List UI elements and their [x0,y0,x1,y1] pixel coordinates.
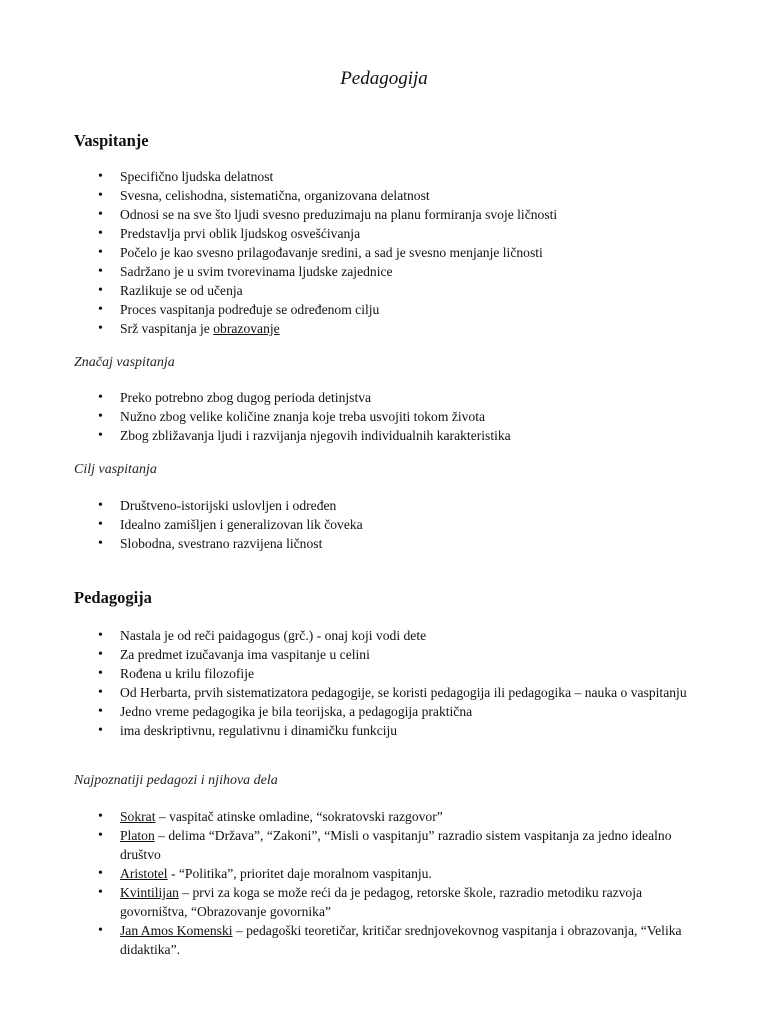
list-item: • Od Herbarta, prvih sistematizatora pedagogije, se koristi pedagogija ili pedagogika – nauka o vaspitanju [74,683,694,702]
list-item: • Rođena u krilu filozofije [74,664,694,683]
list-item [74,807,694,826]
item-text: – delima “Država”, “Zakoni”, “Misli o vaspitanju” razradio sistem vaspitanja za jedno idealno društvo [120,828,672,862]
list-item: • Odnosi se na sve što ljudi svesno preduzimaju na planu formiranja svoje ličnosti [74,205,694,224]
list-item: • Svesna, celishodna, sistematična, organizovana delatnost [74,186,694,205]
list-item: • Sadržano je u svim tvorevinama ljudske zajednice [74,262,694,281]
heading-pedagogija: Pedagogija [74,588,152,607]
item-text: – prvi za koga se može reći da je pedagog, retorske škole, razradio metodiku razvoja govorništva, “Obrazovanje govornika” [120,885,643,919]
list-item: • Razlikuje se od učenja [74,281,694,300]
kvintilijan-link[interactable]: Kvintilijan [120,885,179,900]
heading-vaspitanje: Vaspitanje [74,131,149,150]
list-item: • Predstavlja prvi oblik ljudskog osvešćivanja [74,224,694,243]
list-znacaj [74,388,694,445]
list-item: • Počelo je kao svesno prilagođavanje sredini, a sad je svesno menjanje ličnosti [74,243,694,262]
komenski-link[interactable]: Jan Amos Komenski [120,923,233,938]
list-item: • Preko potrebno zbog dugog perioda detinjstva [74,388,694,407]
platon-link[interactable]: Platon [120,828,155,843]
sokrat-link[interactable]: Sokrat [120,809,156,824]
list-item: • Društveno-istorijski uslovljen i određen [74,496,694,515]
list-item: • Jedno vreme pedagogika je bila teorijska, a pedagogija praktična [74,702,694,721]
list-item: • Slobodna, svestrano razvijena ličnost [74,534,694,553]
list-item [74,319,694,338]
heading-znacaj: Značaj vaspitanja [74,355,175,370]
list-item: • Nužno zbog velike količine znanja koje treba usvojiti tokom života [74,407,694,426]
list-item: • ima deskriptivnu, regulativnu i dinamičku funkciju [74,721,694,740]
page-title: Pedagogija [340,68,428,89]
list-vaspitanje [74,167,694,338]
list-item: • Proces vaspitanja podređuje se određenom cilju [74,300,694,319]
list-item: • Nastala je od reči paidagogus (grč.) - onaj koji vodi dete [74,626,694,645]
list-item: • Idealno zamišljen i generalizovan lik čoveka [74,515,694,534]
list-item: • Specifično ljudska delatnost [74,167,694,186]
item-text: – pedagoški teoretičar, kritičar srednjovekovnog vaspitanja i obrazovanja, “Velika didaktika”. [120,923,682,957]
aristotel-link[interactable]: Aristotel [120,866,168,881]
list-item [74,826,694,864]
item-text: – vaspitač atinske omladine, “sokratovski razgovor” [155,809,443,824]
item-text: - “Politika”, prioritet daje moralnom vaspitanju. [167,866,432,881]
list-pedagogija [74,626,694,740]
obrazovanje-link[interactable]: obrazovanje [213,321,280,336]
item-text: Srž vaspitanja je [120,321,214,336]
list-item: • Zbog zbližavanja ljudi i razvijanja njegovih individualnih karakteristika [74,426,694,445]
list-item: • Za predmet izučavanja ima vaspitanje u celini [74,645,694,664]
list-item [74,883,694,921]
heading-pedagozi: Najpoznatiji pedagozi i njihova dela [74,773,278,788]
heading-cilj: Cilj vaspitanja [74,462,157,477]
list-item [74,921,694,959]
list-item [74,864,694,883]
list-cilj [74,496,694,553]
list-pedagozi [74,807,694,959]
